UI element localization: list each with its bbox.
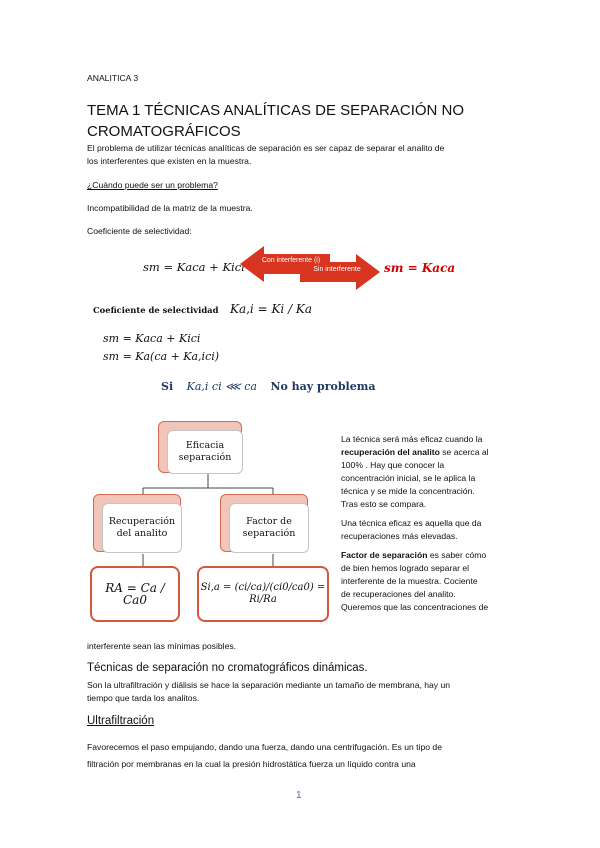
side-bold: recuperación del analito [341, 447, 440, 457]
course-header: ANALITICA 3 [87, 73, 139, 83]
section-dynamic-heading: Técnicas de separación no cromatográficos dinámicas. [87, 662, 368, 674]
intro-paragraph [87, 142, 527, 168]
side-text [341, 433, 521, 614]
side-line: interferente de la muestra. Cociente [341, 576, 478, 586]
selectivity-label-2: Coeficiente de selectividad [93, 305, 219, 315]
side-line: concentración inicial, se le aplica la [341, 473, 476, 483]
section-dynamic-line-1: Son la ultrafiltración y diálisis se hace la separación mediante un tamaño de membrana, hay un [87, 680, 451, 690]
intro-line-2: los interferentes que existen en la muestra. [87, 156, 252, 166]
si-result: No hay problema [270, 380, 376, 393]
side-line: técnica y se mide la concentración. [341, 486, 475, 496]
arrow-label-with-interferent: Con interferente (i) [261, 257, 321, 264]
side-line: recuperaciones más elevadas. [341, 531, 458, 541]
side-line: 100% . Hay que conocer la [341, 460, 445, 470]
side-line [341, 549, 521, 562]
selectivity-label: Coeficiente de selectividad: [87, 226, 192, 236]
side-bold: Factor de separación [341, 550, 428, 560]
ultrafiltration-paragraph [87, 741, 527, 771]
equation-k: Ka,i = Ki / Ka [230, 302, 313, 316]
equation-sm-2: sm = Ka(ca + Ka,ici) [103, 350, 220, 363]
equation-main: sm = Kaca + Kici [143, 260, 245, 274]
ultrafiltration-line-1: Favorecemos el paso empujando, dando una fuerza, dando una centrifugación. Es un tipo de [87, 742, 442, 752]
ultrafiltration-heading: Ultrafiltración [87, 715, 155, 727]
si-condition: Ka,i ci ⋘ ca [186, 380, 257, 393]
intro-line-1: El problema de utilizar técnicas analíticas de separación es ser capaz de separar el analito de [87, 143, 445, 153]
page-number: 1 [296, 790, 302, 801]
side-line: Tras esto se compara. [341, 499, 427, 509]
equation-sm-1: sm = Kaca + Kici [103, 332, 201, 345]
separation-factor-formula: Si,a = (ci/ca)/(ci0/ca0) = Ri/Ra [200, 582, 326, 605]
equation-red: sm = Kaca [384, 261, 456, 275]
side-line: Queremos que las concentraciones de [341, 602, 489, 612]
section-dynamic-line-2: tiempo que tarda los analitos. [87, 693, 200, 703]
section-dynamic-paragraph [87, 679, 527, 705]
si-condition-line [161, 380, 375, 393]
side-span: es saber cómo [427, 550, 487, 560]
side-span: se acerca al [439, 447, 489, 457]
diagram-top-box: Eficacia separación [167, 430, 243, 474]
recovery-formula: RA = Ca / Ca0 [105, 581, 165, 607]
diagram-right-box: Factor de separación [229, 503, 309, 553]
ultrafiltration-line-2: filtración por membranas en la cual la presión hidrostática fuerza un líquido contra una [87, 759, 416, 769]
arrow-label-without-interferent: Sin interferente [313, 266, 361, 273]
recovery-formula-box [90, 566, 180, 622]
side-line: La técnica será más eficaz cuando la [341, 434, 483, 444]
side-text-continuation: interferente sean las mínimas posibles. [87, 641, 237, 651]
title-line-2: CROMATOGRÁFICOS [87, 123, 241, 140]
side-line [341, 446, 521, 459]
incompatibility-text: Incompatibilidad de la matriz de la muestra. [87, 203, 253, 213]
side-line: de recuperaciones del analito. [341, 589, 456, 599]
side-line: Una técnica eficaz es aquella que da [341, 518, 482, 528]
question-heading: ¿Cuándo puede ser un problema? [87, 180, 218, 190]
si-word: Si [161, 380, 174, 393]
side-line: de bien hemos logrado separar el [341, 563, 470, 573]
separation-factor-formula-box [197, 566, 329, 622]
diagram-left-box: Recuperación del analito [102, 503, 182, 553]
title-line-1: TEMA 1 TÉCNICAS ANALÍTICAS DE SEPARACIÓN NO [87, 102, 465, 119]
page-title [87, 100, 527, 142]
